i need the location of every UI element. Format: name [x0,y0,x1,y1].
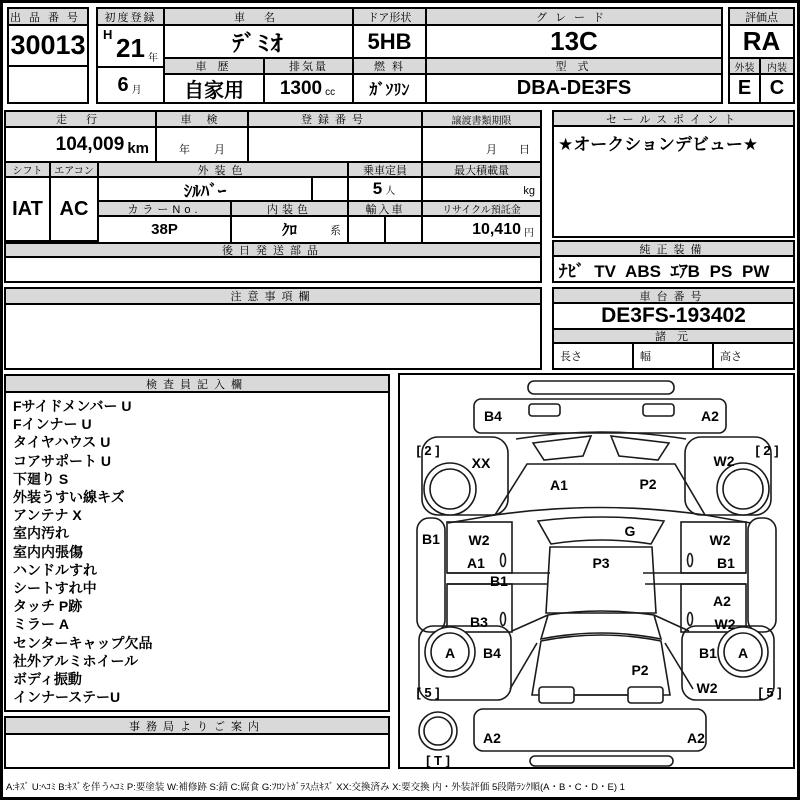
transfer-month-placeholder: 月 [486,144,497,156]
registration-month: 6 [117,73,129,96]
import-cell-2 [386,217,423,242]
diagram-damage-code: P2 [639,476,657,492]
right-sill-shape [748,518,776,632]
front-panel-shape [474,399,726,433]
later-parts-label: 後日発送部品 [6,242,540,258]
door-shape-label: ドア形状 [354,9,427,26]
color-no-label: カラーNo. [99,202,232,217]
hood-shape [495,464,705,515]
model-code-label: 型 式 [427,59,721,75]
inspector-notes-box [4,374,390,712]
payload-label: 最大積載量 [423,163,540,178]
notice-box [4,287,542,370]
history-label: 車 歴 [165,59,265,75]
capacity-label: 乗車定員 [349,163,423,178]
interior-color-suffix: 系 [330,225,341,237]
inspector-note: 室内汚れ [13,525,69,542]
car-damage-diagram [400,375,793,767]
car-name-value: ﾃﾞﾐｵ [165,26,354,59]
inspector-note: タイヤハウス U [13,434,111,451]
interior-color-label: 内装色 [232,202,349,217]
diagram-damage-code: G [624,523,636,539]
legend-text: A:ｷｽﾞ U:ﾍｺﾐ B:ｷｽﾞを伴うﾍｺﾐ P:要塗装 W:補修跡 S:錆 C:腐食 G:ﾌﾛﾝﾄｶﾞﾗｽ点ｷｽﾞ XX:交換済み X:要交換 内・外装評価 5段階ﾗﾝｸ順(A・B・C・D・E) 1 [6,782,625,793]
grade-value: 13C [427,26,721,59]
score-label: 評価点 [730,9,793,26]
inspection-year-placeholder: 年 [179,144,190,156]
inspector-note: ミラー A [13,616,69,633]
spec-width-cell: 幅 [634,344,714,368]
diagram-damage-code: A2 [687,730,705,746]
diagram-damage-code: W2 [696,680,718,696]
chassis-number-value: DE3FS-193402 [554,304,793,330]
vehicle-identity-box [96,7,723,104]
spec-height-cell: 高さ [720,351,742,363]
interior-color-name: ｸﾛ [281,222,297,239]
diagram-bracket-label: [ 2 ] [416,443,440,458]
interior-grade-label: 内装 [761,59,793,75]
right-headlight-shape [611,436,669,460]
sales-point-text: ★オークションデビュー★ [558,134,759,154]
transfer-deadline-label: 譲渡書類期限 [423,112,540,128]
sales-point-box [552,110,795,238]
door-shape-value: 5HB [354,26,427,59]
inspector-list [13,397,385,706]
inspector-notes-label: 検査員記入欄 [6,376,388,393]
inspector-note: シートすれ中 [13,580,97,597]
diagram-damage-code: P2 [631,662,649,678]
month-suffix: 月 [131,85,142,96]
sales-point-label: セールスポイント [554,112,793,127]
car-name-label: 車 名 [165,9,354,26]
diagram-damage-code: W2 [709,532,731,548]
inspector-note: センターキャップ欠品 [13,634,153,651]
diagram-damage-code: A1 [550,477,568,493]
inspection-label: 車 検 [157,112,249,128]
displacement-value [265,75,354,102]
diagram-damage-code: B1 [699,645,717,661]
recycle-fee-value [423,217,540,242]
office-info-label: 事務局よりご案内 [6,718,388,735]
notice-value [6,305,540,368]
inspection-month-placeholder: 月 [214,144,225,156]
diagram-damage-code: W2 [468,532,490,548]
era-code: H [103,27,113,42]
exterior-grade-label: 外装 [730,59,761,75]
inspector-note: Fインナー U [13,416,92,433]
left-headlight-shape [533,436,591,460]
exterior-color-empty-cell [313,178,349,202]
left-taillight-shape [539,687,574,703]
office-info-value [6,735,388,767]
lot-number-value: 30013 [9,26,87,67]
notice-label: 注意事項欄 [6,289,540,305]
inspector-note: コアサポート U [13,452,111,469]
equipment-label: 純正装備 [554,242,793,257]
diagram-damage-code: A2 [483,730,501,746]
capacity-value [349,178,423,202]
first-registration-value [98,26,165,68]
evaluation-score-box [728,7,795,104]
displacement-unit: cc [325,87,336,98]
exterior-color-value: ｼﾙﾊﾞｰ [99,178,313,202]
diagram-bracket-label: [ 2 ] [755,443,779,458]
damage-diagram-box [398,373,795,769]
displacement-label: 排気量 [265,59,354,75]
chassis-box [552,287,795,370]
diagram-damage-code: A1 [467,555,485,571]
shift-value: IAT [6,178,51,242]
interior-grade-value: C [769,77,785,99]
equipment-value: ﾅﾋﾞ TV ABS ｴｱB PS PW [559,261,770,281]
import-label: 輸入車 [349,202,423,217]
inspector-note: 社外アルミホイール [13,652,139,669]
displacement-number: 1300 [279,77,323,99]
exterior-grade-value: E [730,75,761,102]
rear-bumper-shape [474,709,706,751]
inspector-note: タッチ P跡 [13,598,83,615]
spec-length-cell: 長さ [554,344,634,368]
diagram-damage-code: A [737,645,749,661]
payload-value: kg [423,178,540,202]
diagram-damage-code: A2 [701,408,719,424]
mileage-value [6,128,157,163]
capacity-number: 5 [372,179,383,198]
diagram-damage-code: W2 [713,453,735,469]
chassis-number-label: 車台番号 [554,289,793,304]
fuel-label: 燃 料 [354,59,427,75]
aircon-value: AC [51,178,99,242]
lot-number-empty-cell [9,67,87,102]
recycle-fee-number: 10,410 [472,220,521,238]
exterior-color-label: 外装色 [99,163,349,178]
recycle-fee-unit: 円 [524,228,534,239]
diagram-damage-code: A [444,645,456,661]
first-registration-label: 初度登録 [98,9,165,26]
registration-number-value [249,128,423,163]
registration-month-cell [98,68,165,102]
diagram-damage-code: B4 [483,645,501,661]
registration-number-label: 登録番号 [249,112,423,128]
inspector-note: アンテナ X [13,507,82,524]
diagram-damage-code: XX [471,455,491,471]
equipment-box [552,240,795,283]
diagram-bracket-label: [ 5 ] [758,685,782,700]
diagram-damage-code: B3 [470,614,488,630]
import-cell-1 [349,217,386,242]
inspection-value [157,128,249,163]
mileage-unit: km [127,140,149,157]
diagram-damage-code: B1 [717,555,735,571]
fuel-value: ｶﾞｿﾘﾝ [354,75,427,102]
later-parts-value [6,258,540,281]
diagram-bracket-label: [ T ] [426,753,450,767]
diagram-bracket-label: [ 5 ] [416,685,440,700]
office-info-box [4,716,390,769]
history-value: 自家用 [165,75,265,102]
mileage-label: 走 行 [6,112,157,128]
diagram-damage-code: B4 [484,408,502,424]
grade-label: グレード [427,9,721,26]
capacity-unit: 人 [385,186,396,197]
inspector-note: 下廻り S [13,470,69,487]
lot-number-box [7,7,89,104]
shift-label: シフト [6,163,51,178]
interior-color-value [232,217,349,242]
diagram-damage-code: W2 [714,616,736,632]
transfer-deadline-value [423,128,540,163]
diagram-labels [416,408,781,767]
diagram-damage-code: B1 [422,531,440,547]
recycle-fee-label: リサイクル預託金 [423,202,540,217]
diagram-damage-code: P3 [592,555,610,571]
model-code-value: DBA-DE3FS [516,77,632,99]
inspector-note: 外装うすい線キズ [13,489,125,506]
inspector-note: Fサイドメンバー U [13,398,132,414]
aircon-label: エアコン [51,163,99,178]
inspector-note: インナーステーU [13,689,121,706]
lot-number-label: 出品番号 [9,9,87,26]
windshield-shape [538,517,664,544]
inspector-note: 室内内張傷 [13,543,83,560]
right-taillight-shape [628,687,663,703]
diagram-damage-code: B1 [490,573,508,589]
inspector-note: ハンドルすれ [13,561,97,578]
diagram-damage-code: A2 [713,593,731,609]
inspector-note: ボディ振動 [13,671,82,688]
mileage-number: 104,009 [55,133,125,155]
transfer-day-placeholder: 日 [519,144,530,156]
color-no-value: 38P [99,217,232,242]
year-suffix: 年 [148,53,158,64]
tailgate-shape [532,635,670,695]
front-bumper-shape [528,381,674,394]
score-value: RA [730,26,793,59]
vehicle-info-box [4,110,542,283]
registration-year: 21 [116,32,145,63]
specs-label: 諸 元 [554,330,793,344]
